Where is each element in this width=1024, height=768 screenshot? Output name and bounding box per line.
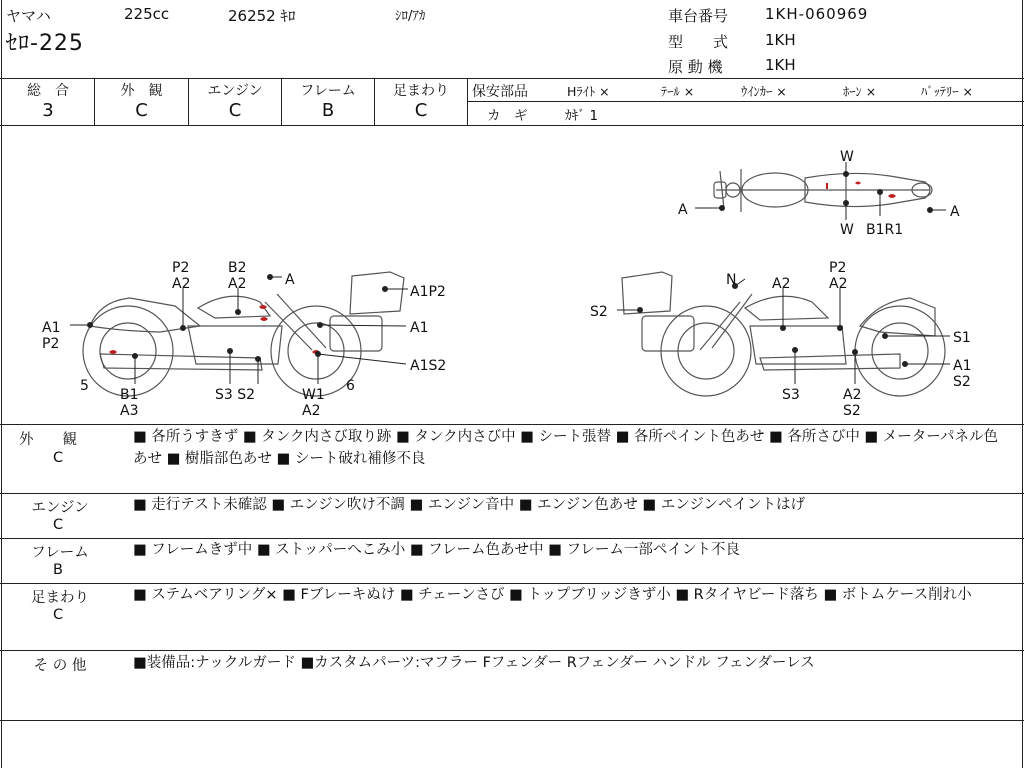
label-left-a2b: A2 <box>228 276 247 292</box>
section-label: 足まわり <box>31 590 89 606</box>
key-label: カ ギ <box>487 108 528 124</box>
engine-label: 原 動 機 <box>668 58 723 76</box>
label-left-rear-a1: A1 <box>42 320 61 336</box>
label-left-a2c: A2 <box>302 403 321 419</box>
section-description: ■装備品:ナックルガード ■カスタムパーツ:マフラー Fフェンダー Rフェンダー ハンドル フェンダーレス <box>133 655 815 671</box>
label-left-a2: A2 <box>172 276 191 292</box>
grade-value-exterior: C <box>135 100 148 121</box>
label-left-b1: B1 <box>120 387 139 403</box>
divider <box>467 101 1024 102</box>
divider <box>0 78 1024 79</box>
engine-value: 1KH <box>765 56 796 74</box>
label-left-a1: A1 <box>410 320 429 336</box>
section-grade: C <box>52 607 64 623</box>
label-a-left: A <box>678 202 688 218</box>
section-description: ■ フレームきず中 ■ ストッパーへこみ小 ■ フレーム色あせ中 ■ フレーム一部ペイント不良 <box>133 542 740 558</box>
safety-item-tail: ﾃｰﾙ × <box>661 84 695 99</box>
grade-value-engine: C <box>228 100 242 121</box>
section-description: ■ ステムベアリング× ■ Fブレーキぬけ ■ チェーンさび ■ トップブリッジきず小 ■ Rタイヤビード落ち ■ ボトムケース削れ小 <box>133 587 972 603</box>
label-left-rear-p2: P2 <box>42 336 60 352</box>
grade-value-frame: B <box>321 100 335 121</box>
section-grade: C <box>52 450 64 466</box>
label-left-6: 6 <box>346 378 355 394</box>
type-label: 型 式 <box>668 33 729 51</box>
label-left-p2: P2 <box>172 260 190 276</box>
label-left-a-mirror: A <box>285 272 295 288</box>
label-left-s3s2: S3 S2 <box>215 387 256 403</box>
key-value: ｶｷﾞ 1 <box>565 108 599 124</box>
label-right-a1: A1 <box>953 358 972 374</box>
divider <box>467 78 468 125</box>
section-label: エンジン <box>31 500 89 516</box>
label-right-s2b: S2 <box>953 374 971 390</box>
maker-name: ヤマハ <box>6 7 51 25</box>
model-name: ｾﾛ-225 <box>6 31 84 56</box>
label-right-p2: P2 <box>829 260 847 276</box>
section-label: フレーム <box>31 545 89 561</box>
mileage: 26252 ｷﾛ <box>228 7 296 25</box>
label-right-s2c: S2 <box>843 403 861 419</box>
callout-lines <box>695 162 946 220</box>
divider <box>0 650 1024 651</box>
label-right-n: N <box>726 272 737 288</box>
safety-item-winker: ｳｲﾝｶｰ × <box>741 84 787 99</box>
safety-item-headlight: Hﾗｲﾄ × <box>567 84 610 99</box>
grade-label-frame: フレーム <box>300 83 356 99</box>
label-w-bottom: W <box>840 222 854 238</box>
damage-diagram <box>0 126 1024 424</box>
frame-no-label: 車台番号 <box>668 7 729 25</box>
displacement: 225cc <box>124 5 170 23</box>
label-w-top: W <box>840 149 854 165</box>
safety-item-horn: ﾎｰﾝ × <box>843 84 877 99</box>
color: ｼﾛ/ｱｶ <box>395 9 426 24</box>
section-label: そ の 他 <box>33 658 87 674</box>
safety-item-battery: ﾊﾞｯﾃﾘｰ × <box>921 84 973 99</box>
grade-value-suspension: C <box>414 100 428 121</box>
label-right-s1: S1 <box>953 330 971 346</box>
label-right-a2c: A2 <box>843 387 862 403</box>
frame-no: 1KH-060969 <box>765 5 869 23</box>
label-left-b2: B2 <box>228 260 247 276</box>
grade-label-suspension: 足まわり <box>393 83 449 99</box>
label-left-a1p2: A1P2 <box>410 284 446 300</box>
grade-label-engine: エンジン <box>207 83 263 99</box>
label-right-a2b: A2 <box>829 276 848 292</box>
bike-top-view <box>714 169 932 212</box>
label-a-right: A <box>950 204 960 220</box>
divider <box>0 720 1024 721</box>
label-right-s3: S3 <box>782 387 800 403</box>
section-label: 外 観 <box>19 432 77 448</box>
grade-value-overall: 3 <box>42 100 54 121</box>
section-description: ■ 走行テスト未確認 ■ エンジン吹け不調 ■ エンジン音中 ■ エンジン色あせ ■ エンジンペイントはげ <box>133 497 805 513</box>
label-left-a3: A3 <box>120 403 139 419</box>
label-b1r1: B1R1 <box>866 222 904 238</box>
label-right-a2: A2 <box>772 276 791 292</box>
label-left-a1s2: A1S2 <box>410 358 447 374</box>
grade-label-overall: 総 合 <box>27 83 69 99</box>
label-left-5: 5 <box>80 378 89 394</box>
section-grade: C <box>52 517 64 533</box>
divider <box>0 424 1024 425</box>
grade-label-exterior: 外 観 <box>120 83 163 99</box>
safety-parts-label: 保安部品 <box>472 84 528 100</box>
label-left-w1: W1 <box>302 387 325 403</box>
section-grade: B <box>53 562 63 578</box>
type-value: 1KH <box>765 31 796 49</box>
label-right-s2: S2 <box>590 304 608 320</box>
section-description: ■ 各所うすきず ■ タンク内さび取り跡 ■ タンク内さび中 ■ シート張替 ■ 各所ペイント色あせ ■ 各所さび中 ■ メーターパネル色あせ ■ 樹脂部色あせ ■ シート破れ補修不良 <box>133 429 999 467</box>
